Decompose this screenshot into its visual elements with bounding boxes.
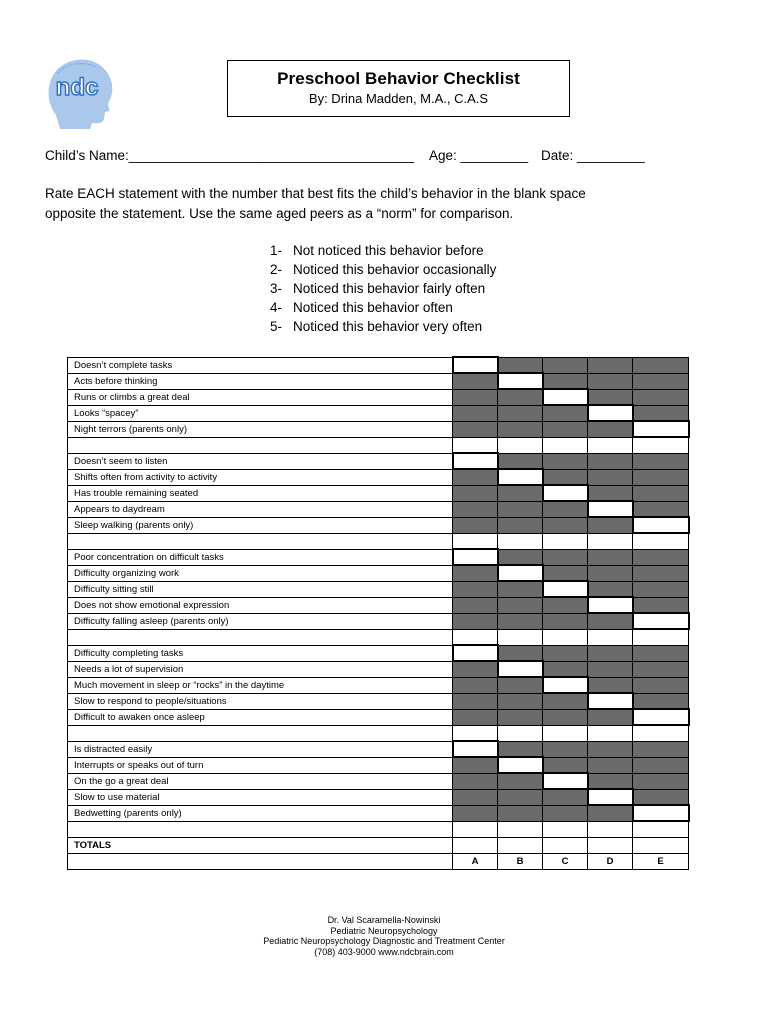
shaded-cell <box>588 373 633 389</box>
shaded-cell <box>543 405 588 421</box>
totals-row <box>68 837 689 853</box>
shaded-cell <box>588 677 633 693</box>
scale-item: 2- Noticed this behavior occasionally <box>270 262 497 277</box>
checklist-row <box>68 373 689 389</box>
shaded-cell <box>588 661 633 677</box>
shaded-cell <box>588 805 633 821</box>
empty-cell <box>588 821 633 837</box>
behavior-statement: On the go a great deal <box>68 773 453 789</box>
behavior-statement: Slow to use material <box>68 789 453 805</box>
checklist-row <box>68 501 689 517</box>
empty-cell <box>498 725 543 741</box>
shaded-cell <box>633 453 689 469</box>
checklist-row <box>68 565 689 581</box>
behavior-statement: Is distracted easily <box>68 741 453 757</box>
date-field[interactable]: Date: _________ <box>541 148 645 163</box>
column-label: E <box>633 853 689 869</box>
shaded-cell <box>633 677 689 693</box>
checklist-row <box>68 757 689 773</box>
shaded-cell <box>633 549 689 565</box>
behavior-statement: Interrupts or speaks out of turn <box>68 757 453 773</box>
rating-input-cell[interactable] <box>498 757 543 773</box>
empty-cell <box>453 629 498 645</box>
rating-input-cell[interactable] <box>453 357 498 373</box>
checklist-row <box>68 709 689 725</box>
behavior-statement: Acts before thinking <box>68 373 453 389</box>
rating-input-cell[interactable] <box>633 709 689 725</box>
behavior-statement: Doesn’t complete tasks <box>68 357 453 373</box>
shaded-cell <box>543 661 588 677</box>
checklist-row <box>68 789 689 805</box>
shaded-cell <box>588 549 633 565</box>
scale-item: 5- Noticed this behavior very often <box>270 319 483 334</box>
shaded-cell <box>498 773 543 789</box>
checklist-row <box>68 661 689 677</box>
shaded-cell <box>588 581 633 597</box>
column-label: B <box>498 853 543 869</box>
shaded-cell <box>588 453 633 469</box>
footer-line: Dr. Val Scaramella-Nowinski <box>327 915 441 925</box>
shaded-cell <box>498 357 543 373</box>
checklist-row <box>68 405 689 421</box>
shaded-cell <box>588 757 633 773</box>
shaded-cell <box>498 421 543 437</box>
shaded-cell <box>453 805 498 821</box>
shaded-cell <box>453 709 498 725</box>
shaded-cell <box>588 709 633 725</box>
behavior-statement: Has trouble remaining seated <box>68 485 453 501</box>
checklist-row <box>68 549 689 565</box>
shaded-cell <box>498 613 543 629</box>
behavior-statement: Difficulty sitting still <box>68 581 453 597</box>
checklist-row <box>68 741 689 757</box>
checklist-row <box>68 645 689 661</box>
shaded-cell <box>543 421 588 437</box>
shaded-cell <box>633 501 689 517</box>
shaded-cell <box>633 565 689 581</box>
shaded-cell <box>633 389 689 405</box>
rating-input-cell[interactable] <box>543 485 588 501</box>
total-input-cell[interactable] <box>633 837 689 853</box>
column-label: D <box>588 853 633 869</box>
shaded-cell <box>498 677 543 693</box>
rating-input-cell[interactable] <box>543 389 588 405</box>
checklist-row <box>68 613 689 629</box>
behavior-statement: Shifts often from activity to activity <box>68 469 453 485</box>
shaded-cell <box>543 613 588 629</box>
rating-input-cell[interactable] <box>633 805 689 821</box>
behavior-checklist-table <box>67 356 690 870</box>
shaded-cell <box>498 405 543 421</box>
spacer-row <box>68 821 689 837</box>
shaded-cell <box>498 645 543 661</box>
shaded-cell <box>543 501 588 517</box>
rating-input-cell[interactable] <box>498 373 543 389</box>
behavior-statement: Does not show emotional expression <box>68 597 453 613</box>
empty-cell <box>68 821 453 837</box>
scale-item: 1- Not noticed this behavior before <box>270 243 484 258</box>
shaded-cell <box>543 805 588 821</box>
scale-item: 3- Noticed this behavior fairly often <box>270 281 486 296</box>
rating-input-cell[interactable] <box>543 773 588 789</box>
rating-input-cell[interactable] <box>543 677 588 693</box>
empty-cell <box>543 725 588 741</box>
shaded-cell <box>543 597 588 613</box>
shaded-cell <box>633 757 689 773</box>
ndc-logo <box>44 55 116 131</box>
shaded-cell <box>588 773 633 789</box>
shaded-cell <box>633 581 689 597</box>
empty-cell <box>543 629 588 645</box>
behavior-statement: Doesn’t seem to listen <box>68 453 453 469</box>
shaded-cell <box>453 517 498 533</box>
shaded-cell <box>498 485 543 501</box>
shaded-cell <box>633 693 689 709</box>
shaded-cell <box>543 469 588 485</box>
spacer-row <box>68 725 689 741</box>
behavior-statement: Much movement in sleep or “rocks” in the daytime <box>68 677 453 693</box>
shaded-cell <box>543 693 588 709</box>
shaded-cell <box>498 581 543 597</box>
empty-cell <box>633 821 689 837</box>
shaded-cell <box>543 645 588 661</box>
shaded-cell <box>588 357 633 373</box>
empty-cell <box>633 629 689 645</box>
shaded-cell <box>498 453 543 469</box>
behavior-statement: Runs or climbs a great deal <box>68 389 453 405</box>
footer-line: (708) 403-9000 www.ndcbrain.com <box>314 946 454 957</box>
checklist-row <box>68 485 689 501</box>
shaded-cell <box>453 389 498 405</box>
empty-cell <box>453 725 498 741</box>
spacer-row <box>68 629 689 645</box>
behavior-statement: Sleep walking (parents only) <box>68 517 453 533</box>
rating-input-cell[interactable] <box>453 645 498 661</box>
empty-cell <box>453 533 498 549</box>
shaded-cell <box>633 469 689 485</box>
empty-cell <box>498 533 543 549</box>
instruction-line: Rate EACH statement with the number that best fits the child’s behavior in the blank space <box>45 186 586 201</box>
checklist-row <box>68 597 689 613</box>
shaded-cell <box>543 789 588 805</box>
spacer-row <box>68 437 689 453</box>
shaded-cell <box>498 389 543 405</box>
shaded-cell <box>453 677 498 693</box>
shaded-cell <box>453 693 498 709</box>
shaded-cell <box>498 693 543 709</box>
shaded-cell <box>453 581 498 597</box>
empty-cell <box>543 437 588 453</box>
scale-item: 4- Noticed this behavior often <box>270 300 453 315</box>
shaded-cell <box>543 741 588 757</box>
shaded-cell <box>453 485 498 501</box>
empty-cell <box>453 437 498 453</box>
checklist-row <box>68 453 689 469</box>
rating-input-cell[interactable] <box>633 517 689 533</box>
rating-input-cell[interactable] <box>453 549 498 565</box>
shaded-cell <box>633 597 689 613</box>
footer <box>0 915 768 957</box>
empty-cell <box>633 437 689 453</box>
shaded-cell <box>543 517 588 533</box>
empty-cell <box>68 853 453 869</box>
behavior-statement: Needs a lot of supervision <box>68 661 453 677</box>
child-name-field[interactable]: Child’s Name:______________________________________ <box>45 148 415 163</box>
behavior-statement: Poor concentration on difficult tasks <box>68 549 453 565</box>
age-field[interactable]: Age: _________ <box>429 148 529 163</box>
shaded-cell <box>588 565 633 581</box>
shaded-cell <box>543 757 588 773</box>
empty-cell <box>543 533 588 549</box>
shaded-cell <box>453 773 498 789</box>
shaded-cell <box>588 469 633 485</box>
total-input-cell[interactable] <box>453 837 498 853</box>
shaded-cell <box>633 661 689 677</box>
checklist-row <box>68 421 689 437</box>
shaded-cell <box>498 789 543 805</box>
checklist-row <box>68 357 689 373</box>
instruction-line: opposite the statement. Use the same aged peers as a “norm” for comparison. <box>45 206 514 221</box>
checklist-row <box>68 581 689 597</box>
shaded-cell <box>633 485 689 501</box>
shaded-cell <box>543 453 588 469</box>
shaded-cell <box>588 741 633 757</box>
shaded-cell <box>543 357 588 373</box>
instructions <box>45 184 665 224</box>
footer-line: Pediatric Neuropsychology Diagnostic and Treatment Center <box>263 936 505 946</box>
shaded-cell <box>588 485 633 501</box>
shaded-cell <box>453 373 498 389</box>
shaded-cell <box>453 597 498 613</box>
page-title: Preschool Behavior Checklist <box>277 69 520 88</box>
rating-input-cell[interactable] <box>453 453 498 469</box>
empty-cell <box>68 629 453 645</box>
author-line: By: Drina Madden, M.A., C.A.S <box>308 91 489 106</box>
empty-cell <box>68 533 453 549</box>
checklist-row <box>68 517 689 533</box>
shaded-cell <box>498 517 543 533</box>
total-input-cell[interactable] <box>498 837 543 853</box>
shaded-cell <box>543 709 588 725</box>
rating-input-cell[interactable] <box>588 501 633 517</box>
logo-text: ndc <box>55 74 99 101</box>
empty-cell <box>543 821 588 837</box>
total-input-cell[interactable] <box>543 837 588 853</box>
shaded-cell <box>453 789 498 805</box>
shaded-cell <box>633 773 689 789</box>
behavior-statement: Slow to respond to people/situations <box>68 693 453 709</box>
shaded-cell <box>453 405 498 421</box>
behavior-statement: Appears to daydream <box>68 501 453 517</box>
behavior-statement: Night terrors (parents only) <box>68 421 453 437</box>
empty-cell <box>633 533 689 549</box>
rating-input-cell[interactable] <box>498 469 543 485</box>
behavior-statement: Difficulty organizing work <box>68 565 453 581</box>
checklist-row <box>68 677 689 693</box>
shaded-cell <box>588 421 633 437</box>
rating-input-cell[interactable] <box>633 421 689 437</box>
empty-cell <box>498 629 543 645</box>
empty-cell <box>498 437 543 453</box>
empty-cell <box>588 725 633 741</box>
shaded-cell <box>588 645 633 661</box>
behavior-statement: Looks “spacey” <box>68 405 453 421</box>
empty-cell <box>633 725 689 741</box>
shaded-cell <box>498 709 543 725</box>
empty-cell <box>68 725 453 741</box>
shaded-cell <box>453 757 498 773</box>
shaded-cell <box>498 549 543 565</box>
shaded-cell <box>633 645 689 661</box>
column-label: A <box>453 853 498 869</box>
shaded-cell <box>588 613 633 629</box>
empty-cell <box>588 629 633 645</box>
shaded-cell <box>453 469 498 485</box>
rating-input-cell[interactable] <box>498 565 543 581</box>
shaded-cell <box>633 357 689 373</box>
empty-cell <box>588 437 633 453</box>
totals-label: TOTALS <box>68 837 453 853</box>
shaded-cell <box>498 741 543 757</box>
shaded-cell <box>633 741 689 757</box>
behavior-statement: Difficulty completing tasks <box>68 645 453 661</box>
checklist-row <box>68 805 689 821</box>
empty-cell <box>498 821 543 837</box>
behavior-statement: Bedwetting (parents only) <box>68 805 453 821</box>
spacer-row <box>68 533 689 549</box>
shaded-cell <box>498 501 543 517</box>
empty-cell <box>68 437 453 453</box>
shaded-cell <box>453 613 498 629</box>
shaded-cell <box>453 501 498 517</box>
behavior-statement: Difficulty falling asleep (parents only) <box>68 613 453 629</box>
empty-cell <box>453 821 498 837</box>
rating-input-cell[interactable] <box>633 613 689 629</box>
shaded-cell <box>453 661 498 677</box>
shaded-cell <box>453 565 498 581</box>
total-input-cell[interactable] <box>588 837 633 853</box>
rating-scale <box>270 241 496 336</box>
shaded-cell <box>588 517 633 533</box>
checklist-row <box>68 693 689 709</box>
shaded-cell <box>633 789 689 805</box>
shaded-cell <box>633 405 689 421</box>
rating-input-cell[interactable] <box>588 405 633 421</box>
shaded-cell <box>588 389 633 405</box>
rating-input-cell[interactable] <box>588 693 633 709</box>
shaded-cell <box>498 805 543 821</box>
shaded-cell <box>543 373 588 389</box>
shaded-cell <box>453 421 498 437</box>
column-label: C <box>543 853 588 869</box>
empty-cell <box>588 533 633 549</box>
shaded-cell <box>543 565 588 581</box>
footer-line: Pediatric Neuropsychology <box>330 925 438 936</box>
rating-input-cell[interactable] <box>543 581 588 597</box>
column-label-row <box>68 853 689 869</box>
shaded-cell <box>498 597 543 613</box>
checklist-row <box>68 773 689 789</box>
behavior-statement: Difficult to awaken once asleep <box>68 709 453 725</box>
title-box <box>227 60 570 117</box>
shaded-cell <box>633 373 689 389</box>
rating-input-cell[interactable] <box>588 789 633 805</box>
checklist-row <box>68 469 689 485</box>
rating-input-cell[interactable] <box>453 741 498 757</box>
checklist-row <box>68 389 689 405</box>
rating-input-cell[interactable] <box>498 661 543 677</box>
shaded-cell <box>543 549 588 565</box>
rating-input-cell[interactable] <box>588 597 633 613</box>
